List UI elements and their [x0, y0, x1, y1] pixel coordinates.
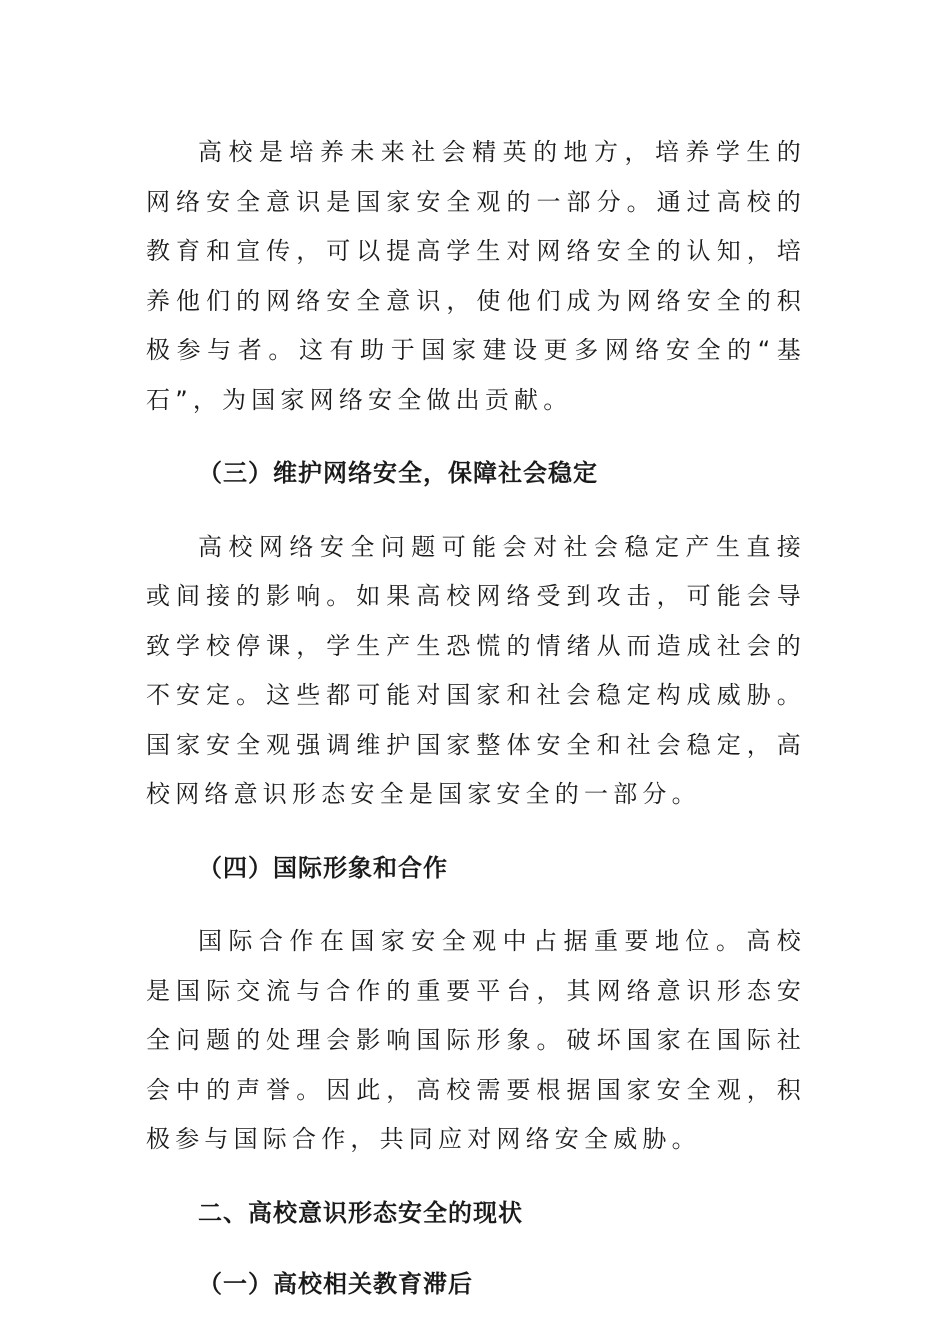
heading-social-stability: （三）维护网络安全，保障社会稳定	[198, 459, 598, 487]
section-title-status: 二、高校意识形态安全的现状	[198, 1198, 523, 1227]
heading-education-lag: （一）高校相关教育滞后	[198, 1270, 473, 1298]
document-body	[146, 128, 806, 1310]
spacer	[146, 893, 806, 917]
spacer	[146, 820, 806, 844]
paragraph-international: 国际合作在国家安全观中占据重要地位。高校是国际交流与合作的重要平台，其网络意识形态安全问题的处理会影响国际形象。破坏国家在国际社会中的声誉。因此，高校需要根据国家安全观，积极参与国际合作，共同应对网络安全威胁。	[146, 927, 806, 1153]
paragraph-cultivation: 高校是培养未来社会精英的地方，培养学生的网络安全意识是国家安全观的一部分。通过高校的教育和宣传，可以提高学生对网络安全的认知，培养他们的网络安全意识，使他们成为网络安全的积极参与者。这有助于国家建设更多网络安全的“基石”，为国家网络安全做出贡献。	[146, 138, 806, 414]
spacer	[146, 425, 806, 449]
paragraph-social-stability: 高校网络安全问题可能会对社会稳定产生直接或间接的影响。如果高校网络受到攻击，可能会导致学校停课，学生产生恐慌的情绪从而造成社会的不安定。这些都可能对国家和社会稳定构成威胁。国家安全观强调维护国家整体安全和社会稳定，高校网络意识形态安全是国家安全的一部分。	[146, 532, 806, 808]
heading-international: （四）国际形象和合作	[198, 853, 448, 882]
spacer	[146, 499, 806, 523]
spacer	[146, 1165, 806, 1189]
spacer	[146, 1238, 806, 1260]
